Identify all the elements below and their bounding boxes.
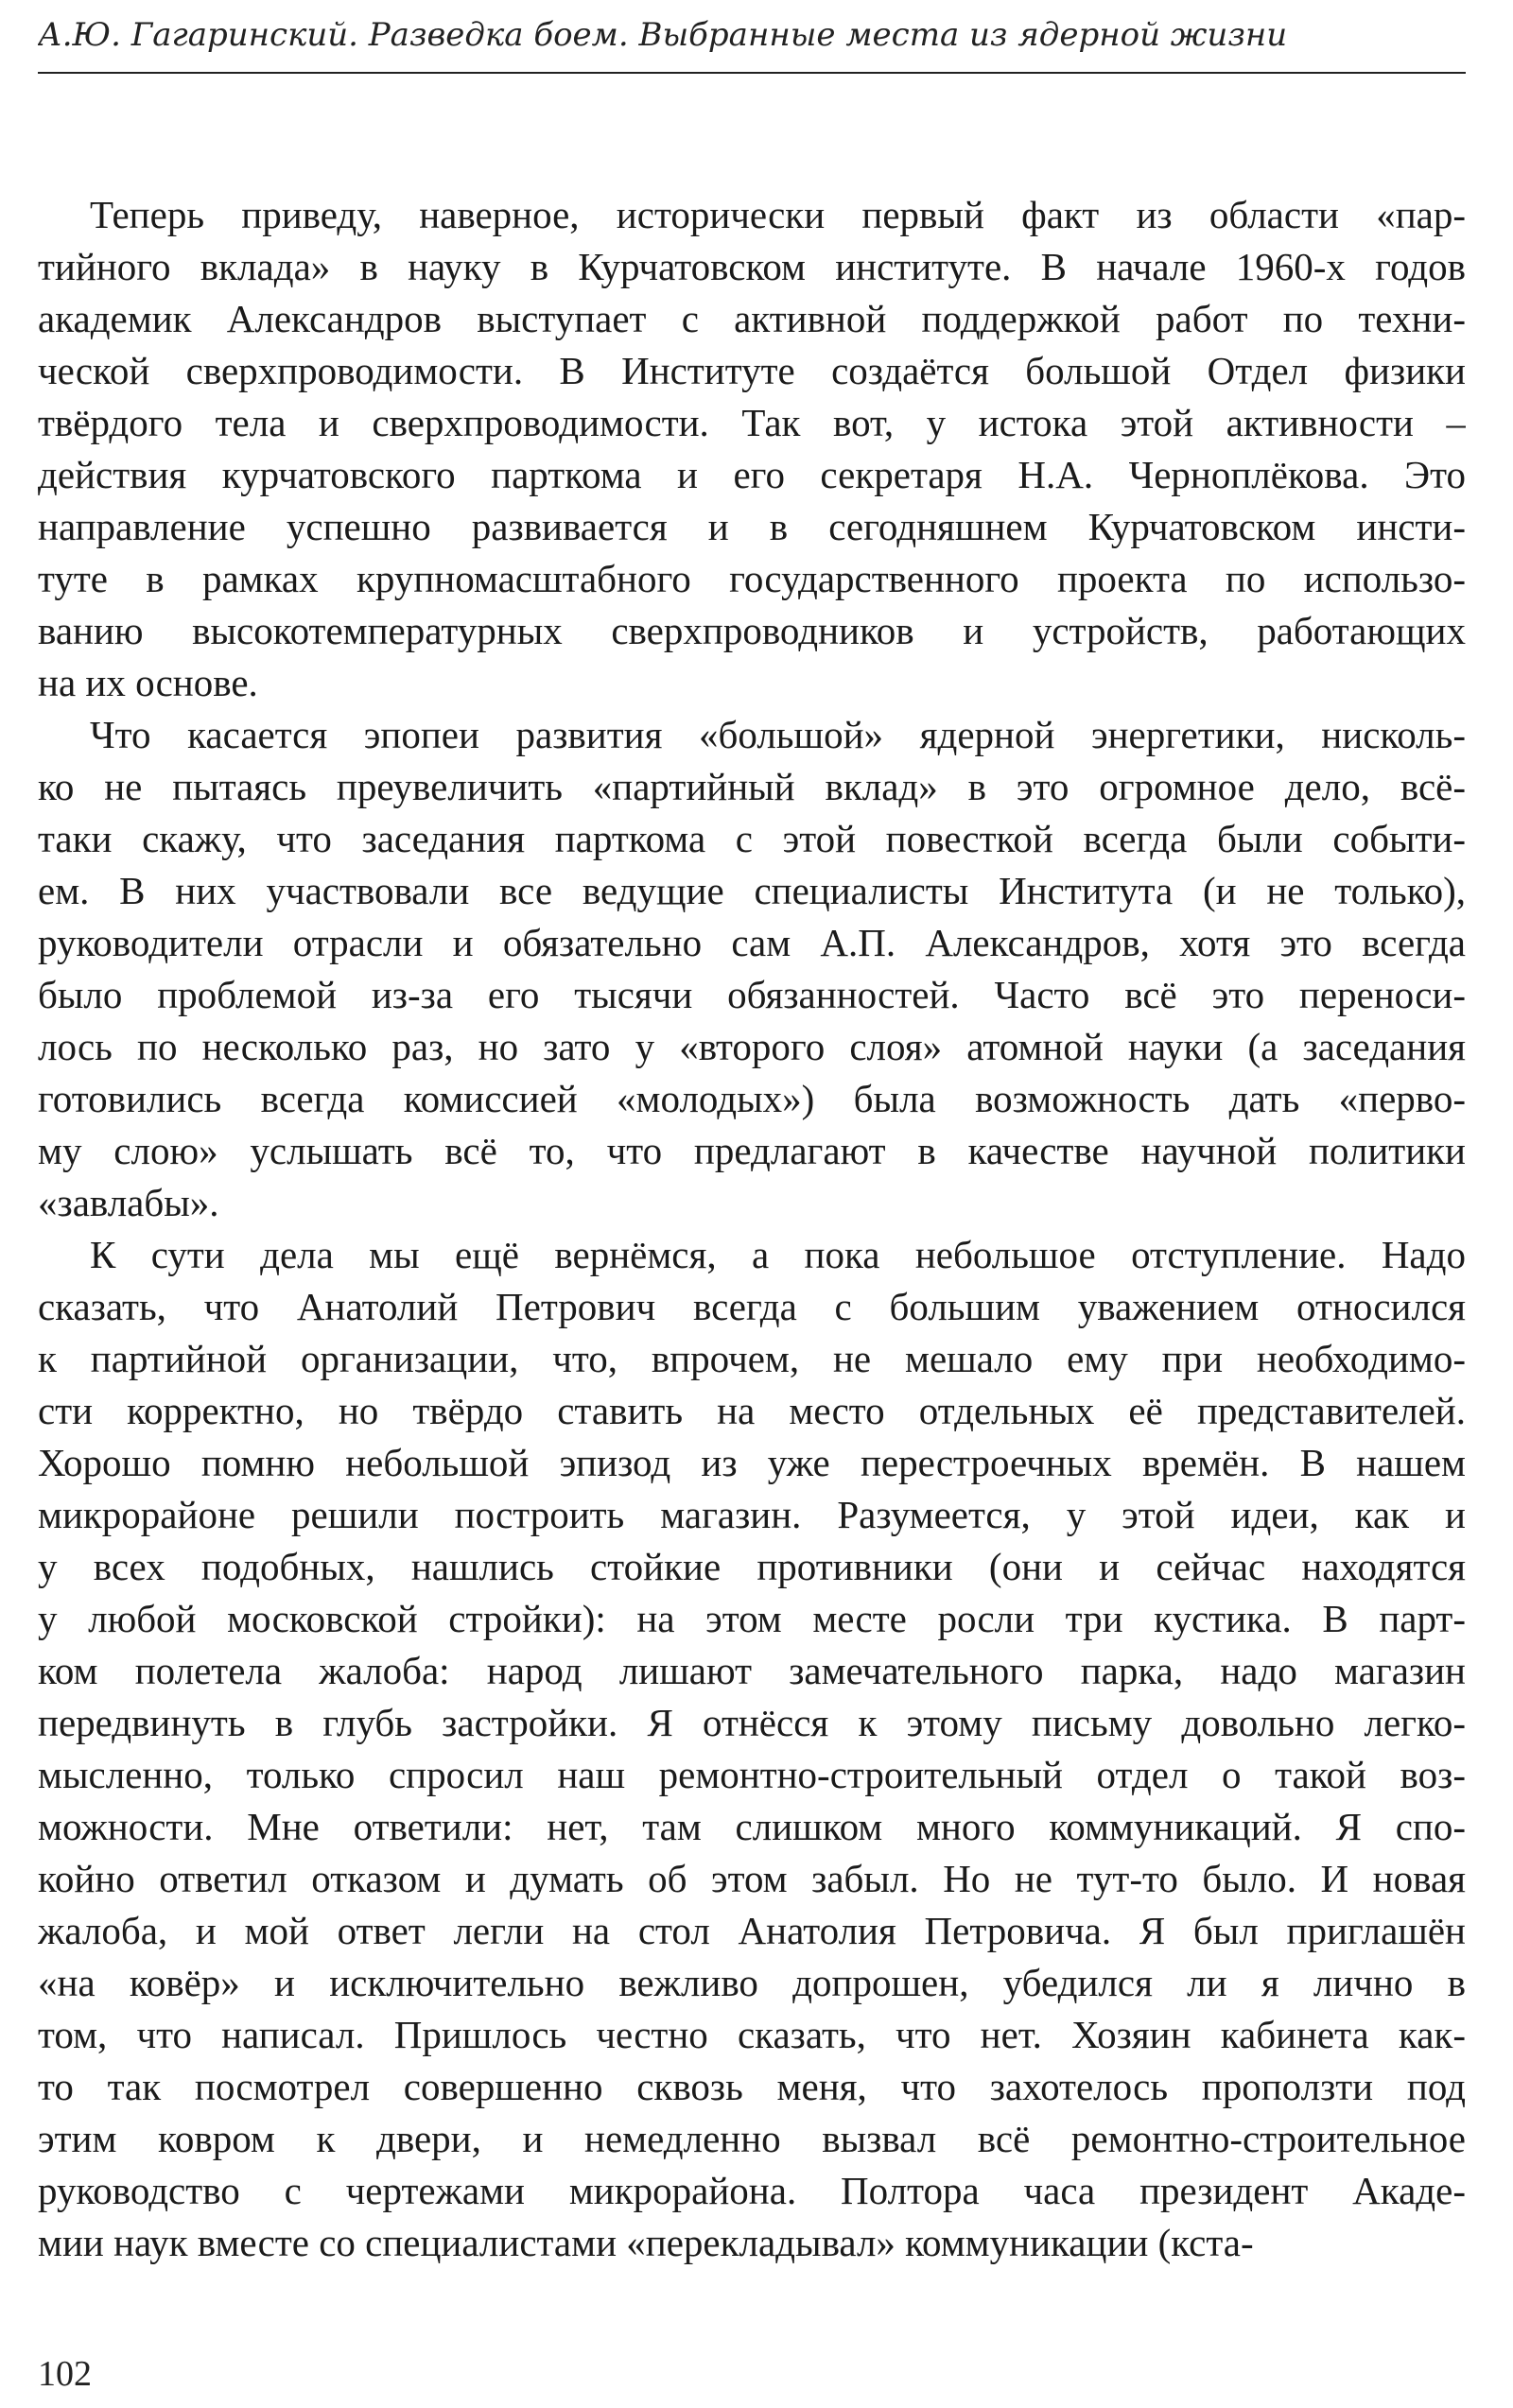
text-line: му слою» услышать всё то, что предлагают в качестве научной политики: [38, 1129, 1466, 1172]
text-line: К сути дела мы ещё вернёмся, а пока небольшое отступление. Надо: [90, 1233, 1466, 1276]
text-line: было проблемой из-за его тысячи обязанностей. Часто всё это переноси-: [38, 973, 1466, 1016]
text-line: сти корректно, но твёрдо ставить на место отдельных её представителей.: [38, 1389, 1466, 1432]
paragraph: [38, 709, 1466, 1229]
page-number: 102: [38, 2354, 92, 2394]
text-line: том, что написал. Пришлось честно сказать, что нет. Хозяин кабинета как-: [38, 2013, 1466, 2056]
text-line: микрорайоне решили построить магазин. Разумеется, у этой идеи, как и: [38, 1493, 1466, 1536]
text-line: туте в рамках крупномасштабного государственного проекта по использо-: [38, 557, 1466, 600]
text-line: к партийной организации, что, впрочем, не мешало ему при необходимо-: [38, 1337, 1466, 1380]
text-line: руководители отрасли и обязательно сам А.П. Александров, хотя это всегда: [38, 921, 1466, 964]
paragraph: [38, 189, 1466, 709]
text-line: направление успешно развивается и в сегодняшнем Курчатовском инсти-: [38, 505, 1466, 548]
text-line: ко не пытаясь преувеличить «партийный вклад» в это огромное дело, всё-: [38, 765, 1466, 808]
text-line: «на ковёр» и исключительно вежливо допрошен, убедился ли я лично в: [38, 1961, 1466, 2004]
text-line: у всех подобных, нашлись стойкие противники (они и сейчас находятся: [38, 1545, 1466, 1588]
text-line: лось по несколько раз, но зато у «второго слоя» атомной науки (а заседания: [38, 1025, 1466, 1068]
text-line: Что касается эпопеи развития «большой» ядерной энергетики, нисколь-: [90, 713, 1466, 756]
running-header: А.Ю. Гагаринский. Разведка боем. Выбранные места из ядерной жизни: [38, 16, 1288, 54]
text-line: жалоба, и мой ответ легли на стол Анатолия Петровича. Я был приглашён: [38, 1909, 1466, 1952]
text-line: можности. Мне ответили: нет, там слишком много коммуникаций. Я спо-: [38, 1805, 1466, 1848]
text-line: таки скажу, что заседания парткома с этой повесткой всегда были событи-: [38, 817, 1466, 860]
text-line: действия курчатовского парткома и его секретаря Н.А. Черноплёкова. Это: [38, 453, 1466, 496]
text-line: передвинуть в глубь застройки. Я отнёсся к этому письму довольно легко-: [38, 1701, 1466, 1744]
text-line: ванию высокотемпературных сверхпроводников и устройств, работающих: [38, 609, 1466, 652]
text-line: на их основе.: [38, 661, 258, 704]
header-rule: [38, 72, 1466, 74]
text-line: «завлабы».: [38, 1181, 219, 1224]
text-line: Теперь приведу, наверное, исторически первый факт из области «пар-: [90, 193, 1466, 236]
text-line: твёрдого тела и сверхпроводимости. Так вот, у истока этой активности –: [38, 401, 1466, 444]
paragraph: [38, 1229, 1466, 2269]
text-line: этим ковром к двери, и немедленно вызвал всё ремонтно-строительное: [38, 2117, 1466, 2160]
text-line: ком полетела жалоба: народ лишают замечательного парка, надо магазин: [38, 1649, 1466, 1692]
text-line: койно ответил отказом и думать об этом забыл. Но не тут-то было. И новая: [38, 1857, 1466, 1900]
text-line: ческой сверхпроводимости. В Институте создаётся большой Отдел физики: [38, 349, 1466, 392]
text-line: Хорошо помню небольшой эпизод из уже перестроечных времён. В нашем: [38, 1441, 1466, 1484]
text-line: ем. В них участвовали все ведущие специалисты Института (и не только),: [38, 869, 1466, 912]
text-line: академик Александров выступает с активной поддержкой работ по техни-: [38, 297, 1466, 340]
text-line: то так посмотрел совершенно сквозь меня, что захотелось проползти под: [38, 2065, 1466, 2108]
text-line: мии наук вместе со специалистами «перекладывал» коммуникации (кста-: [38, 2221, 1254, 2264]
text-line: тийного вклада» в науку в Курчатовском институте. В начале 1960-х годов: [38, 245, 1466, 288]
text-line: мысленно, только спросил наш ремонтно-строительный отдел о такой воз-: [38, 1753, 1466, 1796]
main-text: [38, 189, 1466, 2269]
text-line: у любой московской стройки): на этом месте росли три кустика. В парт-: [38, 1597, 1466, 1640]
text-line: сказать, что Анатолий Петрович всегда с большим уважением относился: [38, 1285, 1466, 1328]
text-line: готовились всегда комиссией «молодых») была возможность дать «перво-: [38, 1077, 1466, 1120]
text-line: руководство с чертежами микрорайона. Полтора часа президент Акаде-: [38, 2169, 1466, 2212]
